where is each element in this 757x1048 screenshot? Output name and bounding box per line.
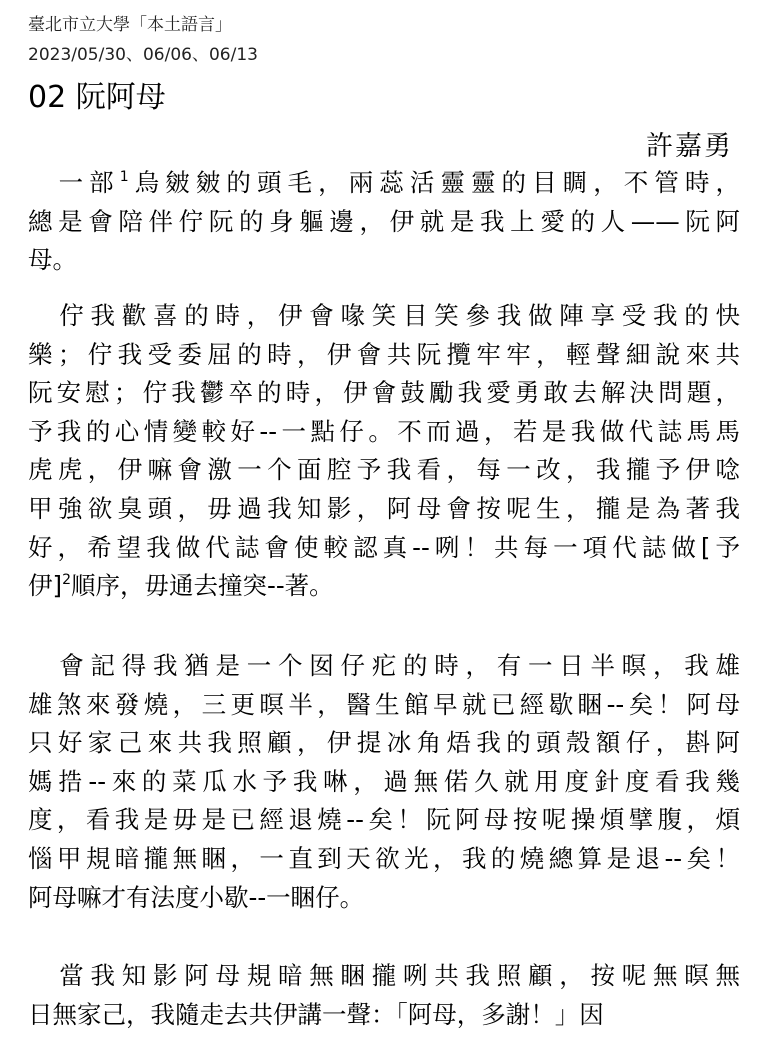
text-line	[28, 241, 740, 280]
line-text: 惱甲規暗攏無睏，一直到天欲光，我的燒總算是退--矣！	[28, 843, 740, 873]
text-line	[28, 529, 740, 568]
line-text: 會記得我猶是一个囡仔疕的時，有一日半暝，我雄	[28, 651, 740, 680]
line-text: 度，看我是毋是已經退燒--矣！阮阿母按呢操煩擘腹，煩	[28, 805, 740, 835]
paragraph-2	[28, 297, 740, 606]
line-text: 佇我歡喜的時，伊會喙笑目笑參我做陣享受我的快	[28, 301, 740, 330]
line-text: 日無家己，我隨走去共伊講一聲：「阿母，多謝！」因	[28, 999, 604, 1029]
text-line	[28, 490, 740, 529]
text-line	[28, 297, 740, 336]
line-text: 甲強欲臭頭，毋過我知影，阿母會按呢生，攏是為著我	[28, 493, 740, 523]
paragraph-4	[28, 957, 740, 1034]
line-text: 阮安慰；佇我鬱卒的時，伊會鼓勵我愛勇敢去解決問題，	[28, 378, 740, 408]
text-line	[28, 336, 740, 375]
line-text: 順序，毋通去撞突--著。	[70, 571, 334, 601]
text-line	[28, 686, 740, 725]
line-text: 阿母嘛才有法度小歇--一睏仔。	[28, 882, 365, 912]
line-text: 好，希望我做代誌會使較認真--咧！共每一項代誌做[予	[28, 532, 740, 562]
course-header: 臺北市立大學「本土語言」	[28, 15, 232, 35]
line-text: 總是會陪伴佇阮的身軀邊，伊就是我上愛的人——阮阿	[28, 206, 740, 236]
line-text: 虎虎，伊嘛會激一个面腔予我看，每一改，我攏予伊唸	[28, 455, 740, 485]
text-line	[28, 164, 740, 203]
paragraph-1	[28, 164, 740, 280]
paragraph-3	[28, 647, 740, 917]
text-line	[28, 203, 740, 242]
line-text: 伊]	[28, 571, 63, 601]
text-line	[28, 413, 740, 452]
line-text: 予我的心情變較好--一點仔。不而過，若是我做代誌馬馬	[28, 416, 740, 446]
date-header: 2023/05/30、06/06、06/13	[28, 45, 258, 65]
line-text: 雄煞來發燒，三更暝半，醫生館早就已經歇睏--矣！阿母	[28, 689, 740, 719]
line-text: 樂；佇我受委屈的時，伊會共阮攬牢牢，輕聲細說來共	[28, 339, 740, 369]
line-text: 媽捁--來的菜瓜水予我啉，過無偌久就用度針度看我幾	[28, 766, 740, 796]
footnote-marker: 1	[119, 169, 129, 185]
line-text: 當我知影阿母規暗無睏攏咧共我照顧，按呢無暝無	[28, 961, 740, 990]
line-text: 烏皴皴的頭毛，兩蕊活靈靈的目睭，不管時，	[128, 168, 740, 197]
text-line	[28, 840, 740, 879]
footnote-marker: 2	[62, 572, 71, 589]
author-name: 許嘉勇	[646, 131, 733, 162]
essay-title: 02 阮阿母	[28, 80, 166, 115]
text-line	[28, 374, 740, 413]
text-line	[28, 451, 740, 490]
text-line	[28, 647, 740, 686]
text-line	[28, 996, 740, 1035]
text-line	[28, 957, 740, 996]
text-line	[28, 763, 740, 802]
line-text: 只好家己來共我照顧，伊提冰角焐我的頭殼額仔，斟阿	[28, 728, 740, 758]
line-text: 一部	[28, 168, 120, 197]
line-text: 母。	[28, 245, 77, 275]
text-line	[28, 724, 740, 763]
text-line	[28, 801, 740, 840]
text-line	[28, 567, 740, 606]
text-line	[28, 879, 740, 918]
